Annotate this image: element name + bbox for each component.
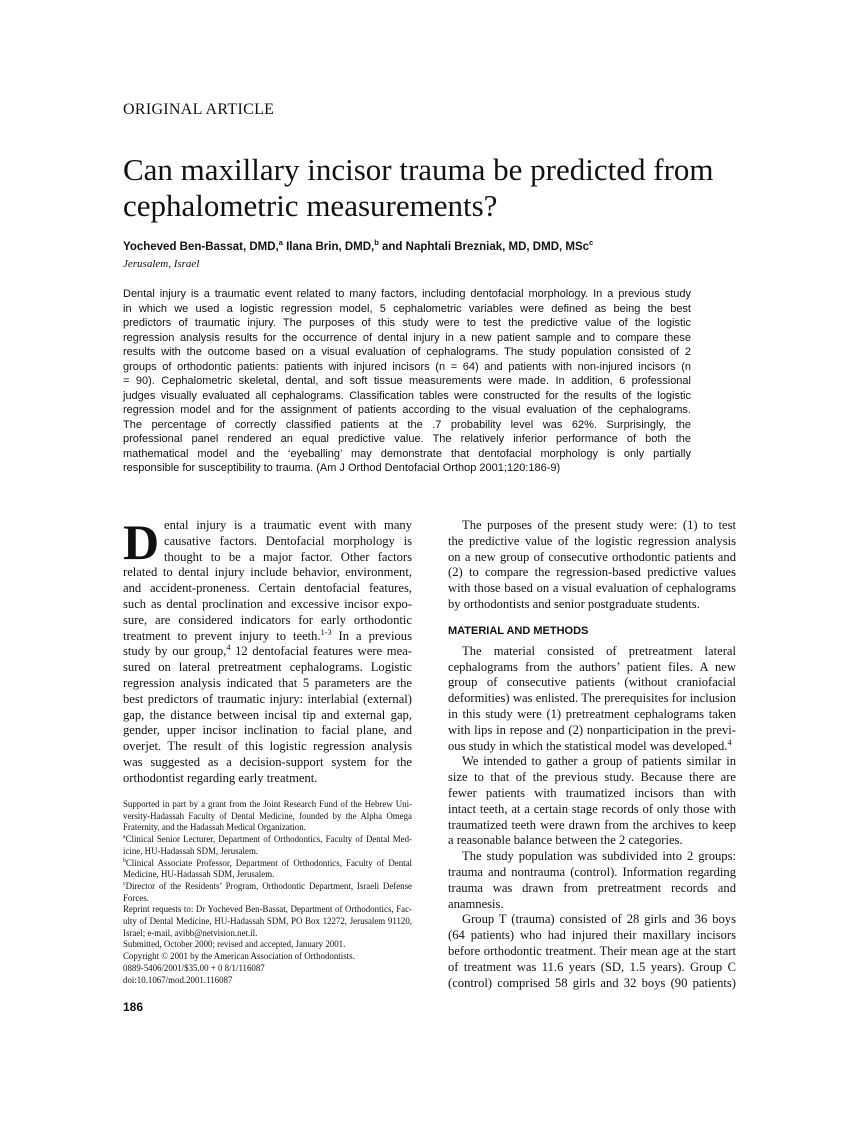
text-line: ulty of Dental Medicine, HU-Hadassah SDM, PO Box 12272, Jerusalem 91120,	[123, 916, 412, 927]
page-number: 186	[123, 1000, 144, 1014]
text-line: icine, HU-Hadassah SDM, Jerusalem.	[123, 845, 259, 856]
text-line: Forces.	[123, 892, 149, 903]
text-line: (control) comprised 58 girls and 32 boys (90 patients)	[448, 975, 736, 990]
text-line: study by our group,$^4$ 12 dentofacial features were mea-	[123, 643, 412, 659]
text-line: gender, upper incisor inclination to facial plane, and	[123, 723, 412, 738]
text-line: a reasonable balance between the 2 categories.	[448, 833, 683, 848]
text-line: $^c$Director of the Residents’ Program, Orthodontic Department, Israeli Defense	[123, 880, 412, 891]
text-line: trauma was drawn from pretreatment records and	[448, 880, 736, 895]
section-heading: MATERIAL AND METHODS	[448, 624, 589, 637]
affiliation: Jerusalem, Israel	[123, 258, 200, 270]
superscript: 4	[226, 643, 231, 653]
section-label: ORIGINAL ARTICLE	[123, 101, 275, 118]
text-line: in which we used a logistic regression model, 5 cephalometric variables were defined as being the best	[123, 302, 691, 315]
text-line: $^b$Clinical Associate Professor, Department of Orthodontics, Faculty of Dental	[123, 857, 412, 868]
text-line: (64 patients) who had injured their maxillary incisors	[448, 928, 736, 943]
text-line: group of consecutive patients (without craniofacial	[448, 675, 736, 690]
text-line: Submitted, October 2000; revised and accepted, January 2001.	[123, 939, 346, 950]
footnotes	[123, 799, 412, 986]
text-line: groups of orthodontic patients: patients with injured incisors (n = 64) and patients with non-injured incisors (n	[123, 360, 691, 373]
text-line: trauma and nontrauma (control). Information regarding	[448, 864, 736, 879]
text-line: the predictive value of the logistic regression analysis	[448, 533, 736, 548]
text-line: in this study were (1) pretreatment cephalograms taken	[448, 706, 736, 721]
text-line: such as dental proclination and excessive incisor expo-	[123, 596, 412, 611]
superscript: a	[278, 238, 283, 248]
text-line: overjet. The result of this logistic regression analysis	[123, 739, 412, 754]
text-line: before orthodontic treatment. Their mean age at the start	[448, 943, 736, 958]
text-line: ental injury is a traumatic event with many	[164, 518, 412, 532]
text-line: predictors of traumatic injury. The purposes of this study were to test the predictive value of the logistic	[123, 317, 691, 329]
body-column-left	[123, 514, 412, 787]
text-line: of treatment was 11.6 years (SD, 1.5 years). Group C	[448, 959, 736, 974]
text-line: size to that of the previous study. Because there are	[448, 770, 736, 785]
article-title	[123, 152, 714, 224]
superscript: b	[374, 238, 379, 248]
text-line: and accident-proneness. Certain dentofacial features,	[123, 581, 412, 596]
text-line: mathematical model and the ‘eyeballing’ may demonstrate that dentofacial morphology is only partially	[123, 447, 691, 460]
text-line: versity-Hadassah Faculty of Dental Medicine, founded by the Alpha Omega	[123, 810, 412, 821]
text-line: Reprint requests to: Dr Yocheved Ben-Bassat, Department of Orthodontics, Fac-	[123, 904, 412, 915]
superscript: c	[589, 238, 594, 248]
text-line: deformities) was enlisted. The prerequisites for inclusion	[448, 691, 736, 706]
text-line: The percentage of correctly classified patients at the .7 probability level was 62%. Surprisingly, the	[123, 418, 691, 431]
superscript: a	[123, 834, 126, 841]
text-line: anamnesis.	[448, 896, 504, 911]
text-line: cephalograms from the authors’ patient files. A new	[448, 659, 736, 674]
text-line: related to dental injury include behavior, environment,	[123, 565, 412, 580]
superscript: 1-3	[320, 627, 332, 637]
text-line: Supported in part by a grant from the Joint Research Fund of the Hebrew Uni-	[123, 799, 412, 809]
text-line: 0889-5406/2001/$35.00 + 0 8/1/116087	[123, 962, 265, 973]
text-line: ous study in which the statistical model was developed.$^4$	[448, 737, 732, 753]
text-line: Dental injury is a traumatic event related to many factors, including dentofacial morphology. In a previous study	[123, 288, 691, 300]
text-line: intact teeth, at a certain stage records of only those with	[448, 801, 736, 816]
text-line: thought to be a major factor. Other factors	[164, 549, 412, 564]
body-column-right	[448, 518, 736, 991]
text-line: Fraternity, and the Hadassah Medical Organization.	[123, 822, 306, 833]
text-line: regression analysis results for the occurrence of dental injury in a new patient sample and to compare these	[123, 331, 691, 344]
superscript: 4	[727, 737, 732, 747]
text-line: We intended to gather a group of patients similar in	[462, 754, 736, 769]
text-line: Copyright © 2001 by the American Association of Orthodontists.	[123, 951, 355, 962]
text-line: $^a$Clinical Senior Lecturer, Department of Orthodontics, Faculty of Dental Med-	[123, 834, 412, 845]
superscript: b	[123, 857, 126, 864]
text-line: regression analysis indicated that 5 parameters are the	[123, 675, 412, 690]
text-line: best predictors of traumatic injury: interlabial (external)	[123, 691, 412, 706]
text-line: The purposes of the present study were: (1) to test	[462, 518, 736, 532]
text-line: The material consisted of pretreatment lateral	[462, 643, 736, 658]
text-line: regression model and for the assignment of patients according to the visual evaluation of the cephalograms.	[123, 404, 691, 416]
text-line: sure, are considered indicators for early orthodontic	[123, 612, 412, 627]
text-line: (2) to compare the regression-based predictive values	[448, 565, 736, 580]
text-line: Medicine, HU-Hadassah SDM, Jerusalem.	[123, 869, 275, 880]
abstract	[123, 287, 691, 476]
drop-cap: D	[123, 514, 160, 570]
text-line: judges visually evaluated all cephalograms. Classification tables were constructed for the results of the logistic	[123, 389, 691, 402]
text-line: with those based on a visual evaluation of cephalograms	[448, 581, 736, 596]
text-line: doi:10.1067/mod.2001.116087	[123, 974, 233, 985]
text-line: responsible for susceptibility to trauma. (Am J Orthod Dentofacial Orthop 2001;120:186-9)	[123, 462, 561, 474]
text-line: The study population was subdivided into 2 groups:	[462, 849, 736, 864]
text-line: gap, the distance between incisal tip and external gap,	[123, 707, 412, 722]
title-line: cephalometric measurements?	[123, 188, 498, 223]
text-line: = 90). Cephalometric skeletal, dental, and soft tissue measurements were made. In addition, 6 professional	[123, 375, 691, 387]
text-line: on a new group of consecutive orthodontic patients and	[448, 549, 736, 564]
text-line: results with the outcome based on a visual evaluation of cephalograms. The study population consisted of 2	[123, 346, 691, 358]
text-line: with lips in repose and (2) nonparticipation in the previ-	[448, 722, 736, 737]
text-line: traumatized teeth were drawn from the archives to keep	[448, 817, 736, 832]
author-list: Yocheved Ben-Bassat, DMD,$^a$ Ilana Brin, DMD,$^b$ and Naphtali Brezniak, MD, DMD, MSc$^c$	[123, 238, 594, 253]
text-line: causative factors. Dentofacial morphology is	[164, 533, 412, 548]
text-line: treatment to prevent injury to teeth.$^{1-3}$ In a previous	[123, 627, 412, 643]
text-line: by orthodontists and senior postgraduate students.	[448, 596, 700, 611]
text-line: professional panel rendered an equal predictive value. The relatively inferior performance of both the	[123, 433, 691, 445]
text-line: was suggested as a decision-support system for the	[123, 754, 412, 769]
text-line: orthodontist regarding early treatment.	[123, 770, 318, 785]
title-line: Can maxillary incisor trauma be predicted from	[123, 152, 714, 187]
text-line: fewer patients with traumatized incisors than with	[448, 785, 736, 800]
text-line: Group T (trauma) consisted of 28 girls and 36 boys	[462, 912, 736, 927]
text-line: sured on lateral pretreatment cephalograms. Logistic	[123, 660, 412, 675]
superscript: c	[123, 880, 126, 887]
text-line: Israel; e-mail, avibb@netvision.net.il.	[123, 927, 258, 938]
